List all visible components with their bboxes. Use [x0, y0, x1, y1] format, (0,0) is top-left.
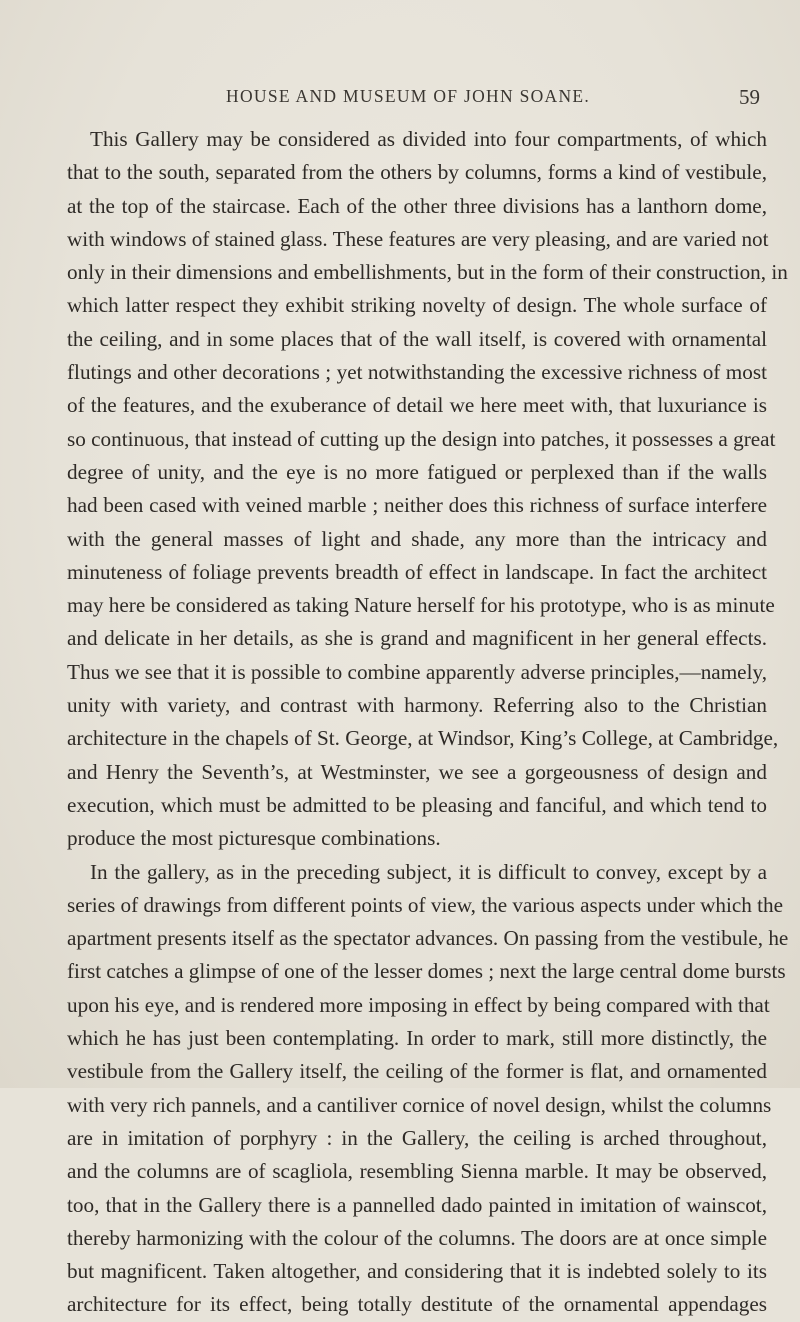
text-line: vestibule from the Gallery itself, the ceiling of the former is flat, and ornamented — [67, 1059, 767, 1084]
paragraph — [67, 856, 789, 1322]
text-line: and Henry the Seventh’s, at Westminster, we see a gorgeousness of design and — [67, 759, 767, 784]
text-line: This Gallery may be considered as divided into four compartments, of which — [90, 127, 767, 151]
text-line: apartment presents itself as the spectator advances. On passing from the vestibule, he — [67, 926, 789, 951]
text-line: architecture in the chapels of St. George, at Windsor, King’s College, at Cambridge, — [67, 726, 779, 751]
text-line: are in imitation of porphyry : in the Gallery, the ceiling is arched throughout, — [67, 1125, 767, 1150]
text-line: Thus we see that it is possible to combine apparently adverse principles,—namely, — [67, 659, 767, 684]
text-line: the ceiling, and in some places that of the wall itself, is covered with ornamental — [67, 326, 767, 351]
text-line: unity with variety, and contrast with harmony. Referring also to the Christian — [67, 693, 767, 718]
text-line: that to the south, separated from the others by columns, forms a kind of vestibule, — [67, 160, 767, 185]
text-line: series of drawings from different points of view, the various aspects under which the — [67, 892, 784, 917]
text-line: but magnificent. Taken altogether, and considering that it is indebted solely to its — [67, 1259, 767, 1284]
text-line: too, that in the Gallery there is a pannelled dado painted in imitation of wainscot, — [67, 1192, 767, 1217]
running-head — [60, 86, 760, 116]
text-line: first catches a glimpse of one of the lesser domes ; next the large central dome bursts — [67, 959, 786, 984]
text-line: so continuous, that instead of cutting up the design into patches, it possesses a great — [67, 426, 776, 451]
text-line: may here be considered as taking Nature herself for his prototype, who is as minute — [67, 593, 775, 618]
text-line: only in their dimensions and embellishments, but in the form of their construction, in — [67, 260, 788, 285]
text-line: produce the most picturesque combinations. — [67, 826, 441, 851]
text-line: which latter respect they exhibit striking novelty of design. The whole surface of — [67, 293, 767, 318]
text-line: degree of unity, and the eye is no more fatigued or perplexed than if the walls — [67, 459, 767, 484]
page-number: 59 — [739, 85, 760, 109]
running-title: HOUSE AND MUSEUM OF JOHN SOANE. — [226, 86, 591, 106]
text-line: had been cased with veined marble ; neither does this richness of surface interfere — [67, 493, 767, 518]
text-line: architecture for its effect, being totally destitute of the ornamental appendages — [67, 1292, 767, 1317]
text-line: with the general masses of light and shade, any more than the intricacy and — [67, 526, 767, 551]
paragraph — [67, 123, 788, 856]
text-line: and delicate in her details, as she is grand and magnificent in her general effects. — [67, 626, 767, 651]
text-line: thereby harmonizing with the colour of the columns. The doors are at once simple — [67, 1225, 767, 1250]
text-line: with very rich pannels, and a cantiliver cornice of novel design, whilst the columns — [67, 1092, 772, 1117]
text-line: flutings and other decorations ; yet notwithstanding the excessive richness of most — [67, 360, 767, 385]
text-line: at the top of the staircase. Each of the other three divisions has a lanthorn dome, — [67, 193, 767, 218]
text-line: of the features, and the exuberance of detail we here meet with, that luxuriance is — [67, 393, 767, 418]
text-line: and the columns are of scagliola, resembling Sienna marble. It may be observed, — [67, 1159, 767, 1184]
text-line: upon his eye, and is rendered more imposing in effect by being compared with that — [67, 992, 770, 1017]
body-text — [67, 123, 789, 1322]
text-line: which he has just been contemplating. In order to mark, still more distinctly, the — [67, 1026, 767, 1051]
text-line: execution, which must be admitted to be pleasing and fanciful, and which tend to — [67, 792, 767, 817]
text-line: In the gallery, as in the preceding subject, it is difficult to convey, except by a — [90, 859, 767, 884]
text-line: with windows of stained glass. These features are very pleasing, and are varied not — [67, 226, 769, 251]
text-line: minuteness of foliage prevents breadth of effect in landscape. In fact the architect — [67, 559, 767, 584]
